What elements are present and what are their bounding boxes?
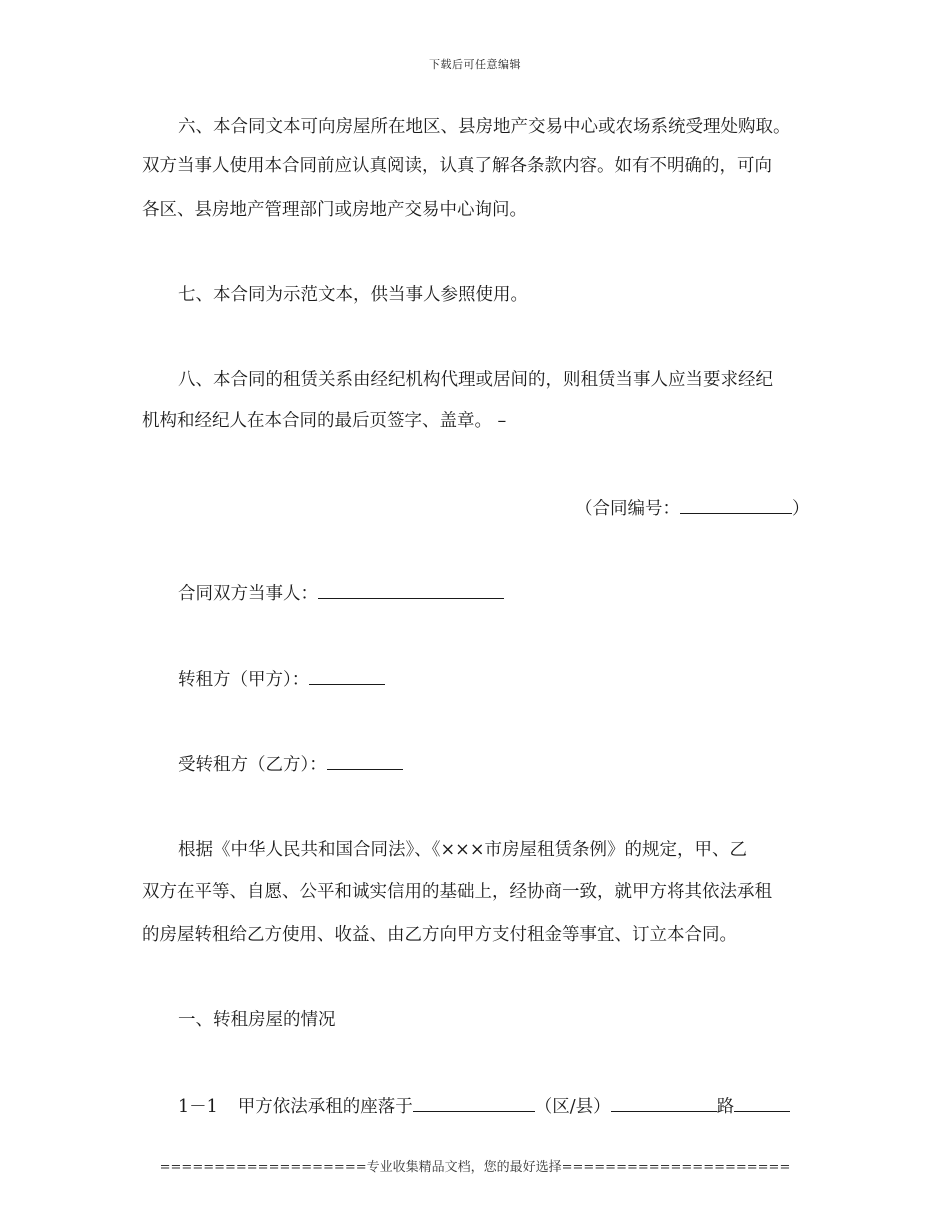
item-1-1-road: 路 [716, 1097, 735, 1117]
clause-eight-line-2: 机构和经纪人在本合同的最后页签字、盖章。 – [142, 411, 507, 431]
party-a-label: 转租方（甲方）： [178, 670, 310, 690]
party-a [178, 666, 385, 692]
clause-eight-line-1: 八、本合同的租赁关系由经纪机构代理或居间的，则租赁当事人应当要求经纪 [178, 370, 773, 390]
item-1-1-number: 1－1 [178, 1097, 218, 1117]
item-1-1-road-field[interactable] [734, 1093, 790, 1112]
clause-six-line-3: 各区、县房地产管理部门或房地产交易中心询问。 [142, 200, 527, 220]
contract-number-prefix: （合同编号： [575, 499, 680, 519]
preamble-line-2: 双方在平等、自愿、公平和诚实信用的基础上，经协商一致，就甲方将其依法承租 [142, 882, 772, 902]
parties-both [178, 580, 504, 606]
contract-number-suffix: ） [792, 499, 810, 519]
page-footer: ===================专业收集精品文档，您的最好选择===================== [159, 1160, 791, 1175]
item-1-1-district-field[interactable] [611, 1093, 717, 1112]
preamble-line-3: 的房屋转租给乙方使用、收益、由乙方向甲方支付租金等事宜、订立本合同。 [142, 925, 737, 945]
page-header: 下载后可任意编辑 [429, 58, 521, 71]
party-b-label: 受转租方（乙方）： [178, 755, 327, 775]
party-b [178, 751, 403, 777]
item-1-1-text: 甲方依法承租的座落于 [237, 1097, 413, 1117]
item-1-1 [178, 1093, 790, 1119]
clause-seven: 七、本合同为示范文本，供当事人参照使用。 [178, 285, 528, 305]
parties-both-field[interactable] [318, 580, 504, 599]
section-one-title: 一、转租房屋的情况 [178, 1010, 336, 1030]
party-a-field[interactable] [309, 666, 385, 685]
clause-six-line-1: 六、本合同文本可向房屋所在地区、县房地产交易中心或农场系统受理处购取。 [178, 117, 791, 137]
clause-six-line-2: 双方当事人使用本合同前应认真阅读，认真了解各条款内容。如有不明确的，可向 [142, 156, 772, 176]
parties-both-label: 合同双方当事人： [178, 584, 318, 604]
party-b-field[interactable] [327, 751, 403, 770]
item-1-1-location-field[interactable] [413, 1093, 535, 1112]
item-1-1-district: （区/县） [534, 1097, 611, 1117]
preamble-line-1: 根据《中华人民共和国合同法》、《×××市房屋租赁条例》的规定，甲、乙 [178, 840, 747, 860]
contract-number-field[interactable] [680, 495, 792, 514]
contract-number [575, 495, 810, 521]
